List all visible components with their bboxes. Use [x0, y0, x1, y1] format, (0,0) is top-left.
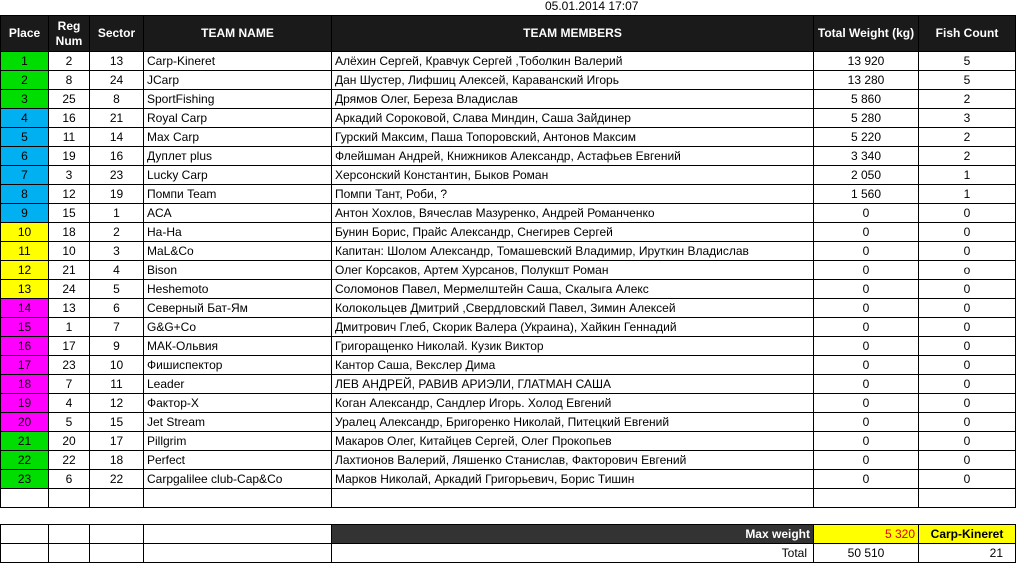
- table-row: [1, 204, 1016, 223]
- col-header-place[interactable]: Place: [1, 16, 49, 52]
- place-cell[interactable]: 9: [1, 204, 49, 223]
- place-cell[interactable]: 17: [1, 356, 49, 375]
- table-row: [1, 185, 1016, 204]
- reg-num-cell[interactable]: 18: [49, 223, 90, 242]
- place-cell[interactable]: 22: [1, 451, 49, 470]
- team-members-cell[interactable]: Помпи Тант, Роби, ?: [332, 185, 814, 204]
- empty-cell[interactable]: [144, 544, 332, 563]
- fish-count-cell[interactable]: 0: [919, 356, 1016, 375]
- team-name-cell[interactable]: Северный Бат-Ям: [144, 299, 332, 318]
- table-row: [1, 470, 1016, 489]
- empty-cell[interactable]: [90, 525, 144, 544]
- fish-count-cell[interactable]: 2: [919, 147, 1016, 166]
- fish-count-cell[interactable]: 0: [919, 337, 1016, 356]
- fish-count-cell[interactable]: 5: [919, 52, 1016, 71]
- table-row: [1, 242, 1016, 261]
- header-row: [1, 16, 1016, 52]
- blank-row: [1, 489, 1016, 508]
- table-row: [1, 223, 1016, 242]
- team-members-cell[interactable]: Колокольцев Дмитрий ,Свердловский Павел, Зимин Алексей: [332, 299, 814, 318]
- total-weight-cell[interactable]: 0: [814, 356, 919, 375]
- place-cell[interactable]: 11: [1, 242, 49, 261]
- team-members-cell[interactable]: Херсонский Константин, Быков Роман: [332, 166, 814, 185]
- reg-num-cell[interactable]: 8: [49, 71, 90, 90]
- reg-num-cell[interactable]: 10: [49, 242, 90, 261]
- team-members-cell[interactable]: Макаров Олег, Китайцев Сергей, Олег Прокопьев: [332, 432, 814, 451]
- total-weight-cell[interactable]: 13 280: [814, 71, 919, 90]
- sector-cell[interactable]: 5: [90, 280, 144, 299]
- total-weight-cell[interactable]: 0: [814, 375, 919, 394]
- empty-cell[interactable]: [332, 489, 814, 508]
- team-name-cell[interactable]: Royal Carp: [144, 109, 332, 128]
- team-members-cell[interactable]: Алёхин Сергей, Кравчук Сергей ,Тоболкин Валерий: [332, 52, 814, 71]
- team-name-cell[interactable]: Bison: [144, 261, 332, 280]
- fish-count-cell[interactable]: o: [919, 261, 1016, 280]
- report-timestamp: 05.01.2014 17:07: [545, 0, 639, 13]
- place-cell[interactable]: 21: [1, 432, 49, 451]
- total-weight-cell[interactable]: 0: [814, 432, 919, 451]
- total-weight-cell[interactable]: 13 920: [814, 52, 919, 71]
- fish-count-cell[interactable]: 0: [919, 394, 1016, 413]
- team-name-cell[interactable]: Carpgalilee club-Cap&Co: [144, 470, 332, 489]
- team-name-cell[interactable]: Pillgrim: [144, 432, 332, 451]
- team-name-cell[interactable]: Помпи Team: [144, 185, 332, 204]
- sector-cell[interactable]: 7: [90, 318, 144, 337]
- total-weight-cell[interactable]: 0: [814, 337, 919, 356]
- max-weight-label[interactable]: Max weight: [332, 525, 814, 544]
- sector-cell[interactable]: 4: [90, 261, 144, 280]
- empty-cell[interactable]: [144, 489, 332, 508]
- reg-num-cell[interactable]: 12: [49, 185, 90, 204]
- fish-count-cell[interactable]: 2: [919, 128, 1016, 147]
- fish-count-cell[interactable]: 1: [919, 185, 1016, 204]
- place-cell[interactable]: 23: [1, 470, 49, 489]
- fish-count-cell[interactable]: 0: [919, 242, 1016, 261]
- team-name-cell[interactable]: Дуплет plus: [144, 147, 332, 166]
- table-row: [1, 375, 1016, 394]
- total-weight-cell[interactable]: 0: [814, 280, 919, 299]
- reg-num-cell[interactable]: 16: [49, 109, 90, 128]
- sector-cell[interactable]: 14: [90, 128, 144, 147]
- team-name-cell[interactable]: Ha-Ha: [144, 223, 332, 242]
- empty-cell[interactable]: [1, 525, 49, 544]
- fish-count-cell[interactable]: 0: [919, 318, 1016, 337]
- fish-count-cell[interactable]: 0: [919, 413, 1016, 432]
- max-weight-value[interactable]: 5 320: [814, 525, 919, 544]
- sector-cell[interactable]: 9: [90, 337, 144, 356]
- results-table: [0, 15, 1016, 508]
- team-members-cell[interactable]: Кантор Саша, Векслер Дима: [332, 356, 814, 375]
- team-members-cell[interactable]: Капитан: Шолом Александр, Томашевский Владимир, Ируткин Владислав: [332, 242, 814, 261]
- fish-count-cell[interactable]: 5: [919, 71, 1016, 90]
- total-weight-cell[interactable]: 5 860: [814, 90, 919, 109]
- fish-count-cell[interactable]: 0: [919, 451, 1016, 470]
- total-weight-cell[interactable]: 1 560: [814, 185, 919, 204]
- fish-count-cell[interactable]: 0: [919, 432, 1016, 451]
- sector-cell[interactable]: 1: [90, 204, 144, 223]
- sector-cell[interactable]: 13: [90, 52, 144, 71]
- empty-cell[interactable]: [49, 489, 90, 508]
- table-row: [1, 451, 1016, 470]
- fish-count-cell[interactable]: 0: [919, 223, 1016, 242]
- total-weight-cell[interactable]: 0: [814, 318, 919, 337]
- reg-num-cell[interactable]: 7: [49, 375, 90, 394]
- sector-cell[interactable]: 18: [90, 451, 144, 470]
- empty-cell[interactable]: [90, 489, 144, 508]
- reg-num-cell[interactable]: 5: [49, 413, 90, 432]
- team-name-cell[interactable]: Leader: [144, 375, 332, 394]
- table-row: [1, 90, 1016, 109]
- col-header-team-name[interactable]: TEAM NAME: [144, 16, 332, 52]
- sector-cell[interactable]: 22: [90, 470, 144, 489]
- fish-count-cell[interactable]: 0: [919, 280, 1016, 299]
- reg-num-cell[interactable]: 21: [49, 261, 90, 280]
- table-row: [1, 356, 1016, 375]
- team-members-cell[interactable]: Флейшман Андрей, Книжников Александр, Астафьев Евгений: [332, 147, 814, 166]
- sector-cell[interactable]: 12: [90, 394, 144, 413]
- sector-cell[interactable]: 16: [90, 147, 144, 166]
- sector-cell[interactable]: 6: [90, 299, 144, 318]
- sector-cell[interactable]: 10: [90, 356, 144, 375]
- fish-count-cell[interactable]: 0: [919, 470, 1016, 489]
- place-cell[interactable]: 5: [1, 128, 49, 147]
- team-name-cell[interactable]: Carp-Kineret: [144, 52, 332, 71]
- sector-cell[interactable]: 3: [90, 242, 144, 261]
- team-members-cell[interactable]: Антон Хохлов, Вячеслав Мазуренко, Андрей Романченко: [332, 204, 814, 223]
- place-cell[interactable]: 16: [1, 337, 49, 356]
- team-members-cell[interactable]: Григоращенко Николай. Кузик Виктор: [332, 337, 814, 356]
- reg-num-cell[interactable]: 1: [49, 318, 90, 337]
- reg-num-cell[interactable]: 2: [49, 52, 90, 71]
- table-row: [1, 299, 1016, 318]
- max-weight-team[interactable]: Carp-Kineret: [919, 525, 1016, 544]
- team-members-cell[interactable]: Аркадий Сороковой, Слава Миндин, Саша Зайдинер: [332, 109, 814, 128]
- reg-num-cell[interactable]: 6: [49, 470, 90, 489]
- sector-cell[interactable]: 8: [90, 90, 144, 109]
- place-cell[interactable]: 18: [1, 375, 49, 394]
- sector-cell[interactable]: 15: [90, 413, 144, 432]
- team-name-cell[interactable]: Max Carp: [144, 128, 332, 147]
- reg-num-cell[interactable]: 4: [49, 394, 90, 413]
- total-weight-cell[interactable]: 0: [814, 242, 919, 261]
- total-fish[interactable]: 21: [919, 544, 1016, 563]
- team-name-cell[interactable]: JCarp: [144, 71, 332, 90]
- team-members-cell[interactable]: Дрямов Олег, Береза Владислав: [332, 90, 814, 109]
- team-name-cell[interactable]: G&G+Co: [144, 318, 332, 337]
- team-members-cell[interactable]: Лахтионов Валерий, Ляшенко Станислав, Факторович Евгений: [332, 451, 814, 470]
- reg-num-cell[interactable]: 20: [49, 432, 90, 451]
- reg-num-cell[interactable]: 11: [49, 128, 90, 147]
- team-name-cell[interactable]: Heshemoto: [144, 280, 332, 299]
- reg-num-cell[interactable]: 19: [49, 147, 90, 166]
- table-row: [1, 261, 1016, 280]
- reg-num-cell[interactable]: 15: [49, 204, 90, 223]
- sector-cell[interactable]: 2: [90, 223, 144, 242]
- place-cell[interactable]: 20: [1, 413, 49, 432]
- col-header-team-members[interactable]: TEAM MEMBERS: [332, 16, 814, 52]
- place-cell[interactable]: 10: [1, 223, 49, 242]
- total-weight-cell[interactable]: 0: [814, 413, 919, 432]
- team-members-cell[interactable]: Коган Александр, Сандлер Игорь. Холод Евгений: [332, 394, 814, 413]
- table-row: [1, 109, 1016, 128]
- place-cell[interactable]: 6: [1, 147, 49, 166]
- total-weight[interactable]: 50 510: [814, 544, 919, 563]
- reg-num-cell[interactable]: 24: [49, 280, 90, 299]
- total-weight-cell[interactable]: 0: [814, 223, 919, 242]
- fish-count-cell[interactable]: 3: [919, 109, 1016, 128]
- col-header-total-weight[interactable]: Total Weight (kg): [814, 16, 919, 52]
- fish-count-cell[interactable]: 0: [919, 204, 1016, 223]
- team-members-cell[interactable]: Соломонов Павел, Мермелштейн Саша, Скалыга Алекс: [332, 280, 814, 299]
- place-cell[interactable]: 1: [1, 52, 49, 71]
- fish-count-cell[interactable]: 0: [919, 375, 1016, 394]
- place-cell[interactable]: 4: [1, 109, 49, 128]
- table-row: [1, 394, 1016, 413]
- place-cell[interactable]: 8: [1, 185, 49, 204]
- sector-cell[interactable]: 19: [90, 185, 144, 204]
- total-weight-cell[interactable]: 0: [814, 451, 919, 470]
- sector-cell[interactable]: 21: [90, 109, 144, 128]
- reg-num-cell[interactable]: 17: [49, 337, 90, 356]
- table-row: [1, 318, 1016, 337]
- summary-table: [0, 524, 1016, 563]
- place-cell[interactable]: 13: [1, 280, 49, 299]
- team-name-cell[interactable]: Jet Stream: [144, 413, 332, 432]
- total-weight-cell[interactable]: 3 340: [814, 147, 919, 166]
- team-name-cell[interactable]: MaL&Co: [144, 242, 332, 261]
- empty-cell[interactable]: [144, 525, 332, 544]
- place-cell[interactable]: 12: [1, 261, 49, 280]
- team-members-cell[interactable]: Олег Корсаков, Артем Хурсанов, Полукшт Роман: [332, 261, 814, 280]
- table-row: [1, 147, 1016, 166]
- team-name-cell[interactable]: SportFishing: [144, 90, 332, 109]
- max-weight-row: [1, 525, 1016, 544]
- table-row: [1, 337, 1016, 356]
- place-cell[interactable]: 3: [1, 90, 49, 109]
- total-weight-cell[interactable]: 0: [814, 204, 919, 223]
- reg-num-cell[interactable]: 3: [49, 166, 90, 185]
- sector-cell[interactable]: 23: [90, 166, 144, 185]
- empty-cell[interactable]: [1, 489, 49, 508]
- table-row: [1, 71, 1016, 90]
- place-cell[interactable]: 7: [1, 166, 49, 185]
- total-weight-cell[interactable]: 5 220: [814, 128, 919, 147]
- reg-num-cell[interactable]: 22: [49, 451, 90, 470]
- total-weight-cell[interactable]: 0: [814, 470, 919, 489]
- col-header-sector[interactable]: Sector: [90, 16, 144, 52]
- fish-count-cell[interactable]: 1: [919, 166, 1016, 185]
- team-members-cell[interactable]: ЛЕВ АНДРЕЙ, РАВИВ АРИЭЛИ, ГЛАТМАН САША: [332, 375, 814, 394]
- team-members-cell[interactable]: Марков Николай, Аркадий Григорьевич, Борис Тишин: [332, 470, 814, 489]
- team-name-cell[interactable]: Фишиспектор: [144, 356, 332, 375]
- fish-count-cell[interactable]: 2: [919, 90, 1016, 109]
- place-cell[interactable]: 14: [1, 299, 49, 318]
- reg-num-cell[interactable]: 25: [49, 90, 90, 109]
- team-name-cell[interactable]: Perfect: [144, 451, 332, 470]
- team-members-cell[interactable]: Дмитрович Глеб, Скорик Валера (Украина), Хайкин Геннадий: [332, 318, 814, 337]
- empty-cell[interactable]: [49, 525, 90, 544]
- reg-num-cell[interactable]: 23: [49, 356, 90, 375]
- sector-cell[interactable]: 17: [90, 432, 144, 451]
- team-name-cell[interactable]: ACA: [144, 204, 332, 223]
- table-row: [1, 280, 1016, 299]
- table-row: [1, 413, 1016, 432]
- team-members-cell[interactable]: Уралец Александр, Бригоренко Николай, Питецкий Евгений: [332, 413, 814, 432]
- table-row: [1, 128, 1016, 147]
- empty-cell[interactable]: [814, 489, 919, 508]
- team-name-cell[interactable]: Lucky Carp: [144, 166, 332, 185]
- total-weight-cell[interactable]: 2 050: [814, 166, 919, 185]
- team-members-cell[interactable]: Дан Шустер, Лифшиц Алексей, Караванский Игорь: [332, 71, 814, 90]
- col-header-fish-count[interactable]: Fish Count: [919, 16, 1016, 52]
- fish-count-cell[interactable]: 0: [919, 299, 1016, 318]
- team-members-cell[interactable]: Гурский Максим, Паша Топоровский, Антонов Максим: [332, 128, 814, 147]
- table-row: [1, 432, 1016, 451]
- team-name-cell[interactable]: МАК-Ольвия: [144, 337, 332, 356]
- empty-cell[interactable]: [1, 544, 49, 563]
- team-name-cell[interactable]: Фактор-Х: [144, 394, 332, 413]
- total-label[interactable]: Total: [332, 544, 814, 563]
- place-cell[interactable]: 19: [1, 394, 49, 413]
- total-weight-cell[interactable]: 0: [814, 299, 919, 318]
- place-cell[interactable]: 2: [1, 71, 49, 90]
- col-header-reg-num[interactable]: Reg Num: [49, 16, 90, 52]
- table-row: [1, 52, 1016, 71]
- empty-cell[interactable]: [919, 489, 1016, 508]
- total-row: [1, 544, 1016, 563]
- sector-cell[interactable]: 11: [90, 375, 144, 394]
- table-row: [1, 166, 1016, 185]
- reg-num-cell[interactable]: 13: [49, 299, 90, 318]
- team-members-cell[interactable]: Бунин Борис, Прайс Александр, Снегирев Сергей: [332, 223, 814, 242]
- total-weight-cell[interactable]: 5 280: [814, 109, 919, 128]
- place-cell[interactable]: 15: [1, 318, 49, 337]
- empty-cell[interactable]: [90, 544, 144, 563]
- total-weight-cell[interactable]: 0: [814, 261, 919, 280]
- sector-cell[interactable]: 24: [90, 71, 144, 90]
- total-weight-cell[interactable]: 0: [814, 394, 919, 413]
- empty-cell[interactable]: [49, 544, 90, 563]
